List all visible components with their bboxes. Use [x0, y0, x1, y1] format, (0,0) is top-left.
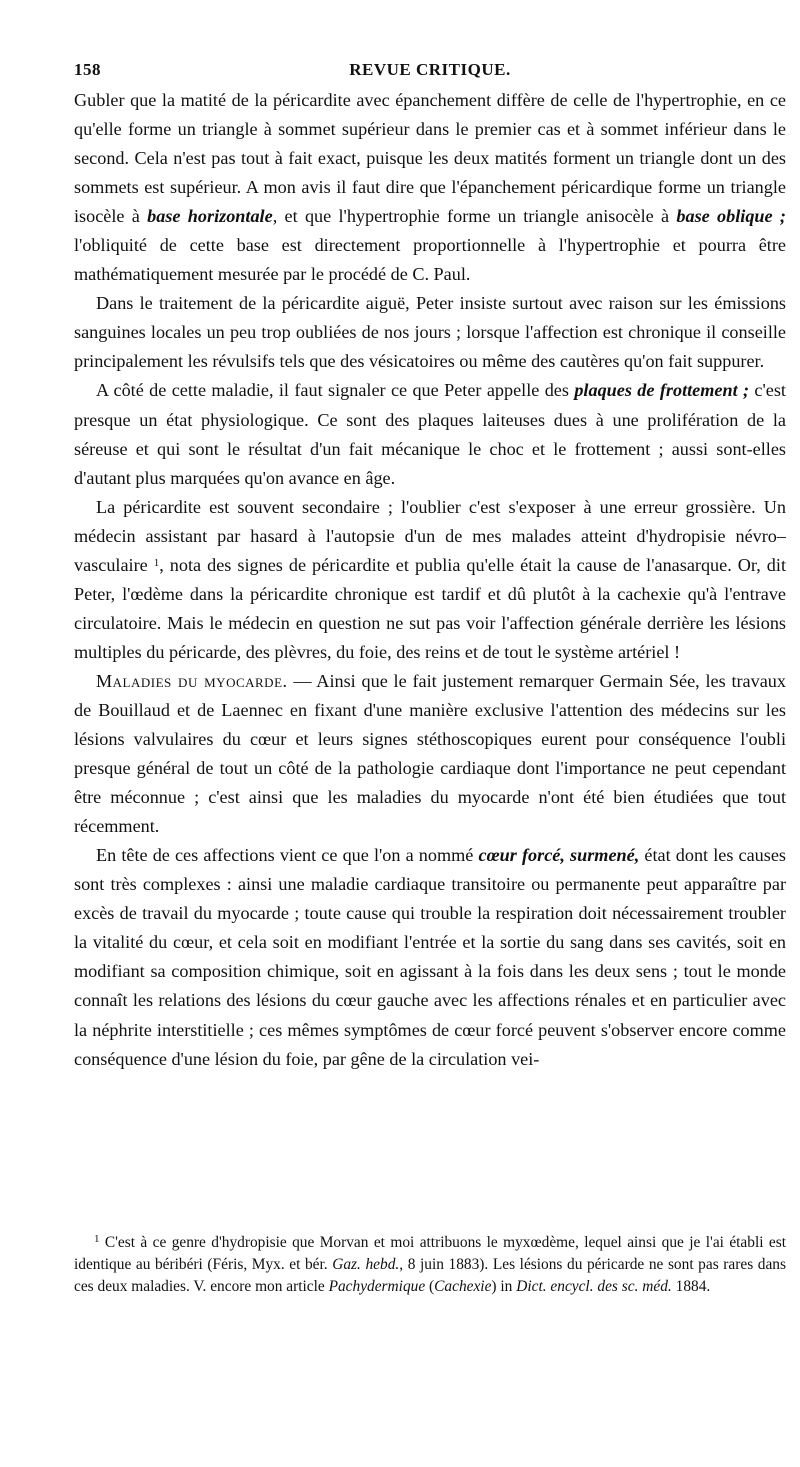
section-heading: Maladies du myocarde. — [96, 670, 288, 691]
text-run: , 8 juin 1883). Les lésions du péricarde ne sont pas rares dans ces deux maladies. V. encore mon article — [74, 1256, 786, 1295]
text-run: c'est presque un état physiologique. Ce sont des plaques laiteuses dues à une prolifération de la séreuse et qui sont le résultat d'un fait mécanique le choc et le frottement ; aussi sont-elles d'autant plus marquées qu'on avance en âge. — [74, 380, 786, 488]
emphasis: base oblique ; — [676, 206, 786, 227]
text-run: ( — [425, 1278, 435, 1295]
paragraph-6 — [74, 841, 786, 1073]
footnote-1 — [74, 1232, 786, 1298]
text-run: 1884. — [671, 1278, 711, 1295]
footnotes — [74, 1232, 786, 1298]
text-run: A côté de cette maladie, il faut signaler ce que Peter appelle des — [96, 380, 575, 401]
paragraph-1 — [74, 86, 786, 289]
text-run: état dont les causes sont très complexes : ainsi une maladie cardiaque transitoire ou permanente peut apparaître par excès de travail du myocarde ; toute cause qui trouble la respiration doit nécessairement troubler la vitalité du cœur, et cela soit en modifiant l'entrée et la sortie du sang dans ses cavités, soit en modifiant sa composition chimique, soit en agissant à la fois dans les deux sens ; tout le monde connaît les relations des lésions du cœur gauche avec les affections rénales et en particulier avec la néphrite interstitielle ; ces mêmes symptômes de cœur forcé peuvent s'observer encore comme conséquence d'une lésion du foie, par gêne de la circulation vei- — [74, 845, 787, 1069]
citation-italic: Pachydermique — [328, 1278, 426, 1295]
text-run: , nota des signes de péricardite et publia qu'elle était la cause de l'anasarque. Or, dit Peter, l'œdème dans la péricardite chronique est tardif et dû plutôt à la cachexie qu'à l'entrave circulatoire. Mais le médecin en question ne sut pas voir l'affection générale derrière les lésions multiples du péricarde, des plèvres, du foie, des reins et de tout le système artériel ! — [74, 554, 786, 662]
footnote-marker: 1 — [94, 1233, 100, 1245]
text-run: l'obliquité de cette base est directement proportionnelle à l'hypertrophie et pourra être mathématiquement mesurée par le procédé de C. Paul. — [74, 235, 786, 285]
paragraph-3 — [74, 376, 786, 492]
citation-italic: Dict. encycl. des sc. méd. — [516, 1278, 672, 1295]
text-run: C'est à ce genre d'hydropisie que Morvan et moi attribuons le myxœdème, lequel ainsi que je l'ai établi est identique au béribéri (Féris, Myx. et bér. — [74, 1234, 786, 1273]
paragraph-2: Dans le traitement de la péricardite aiguë, Peter insiste surtout avec raison sur les émissions sanguines locales un peu trop oubliées de nos jours ; lorsque l'affection est chronique il conseille principalement les révulsifs tels que des vésicatoires ou même des cautères qu'on fait suppurer. — [74, 293, 786, 372]
emphasis: cœur forcé, surmené, — [478, 845, 640, 866]
page — [74, 52, 786, 1074]
page-header — [74, 52, 786, 86]
citation-italic: Cachexie — [434, 1278, 492, 1295]
text-run: ) in — [491, 1278, 517, 1295]
text-run: , et que l'hypertrophie forme un triangle anisocèle à — [272, 206, 677, 227]
text-run: Gubler que la matité de la péricardite avec épanchement diffère de celle de l'hypertrophie, en ce qu'elle forme un triangle à sommet supérieur dans le premier cas et à sommet inférieur dans le second. Cela n'est pas tout à fait exact, puisque les deux matités forment un triangle dont un des sommets est supérieur. A mon avis il faut dire que l'épanchement péricardique forme un triangle isocèle à — [74, 90, 786, 227]
emphasis: plaques de frottement ; — [574, 380, 750, 401]
text-run: La péricardite est souvent secondaire ; l'oublier c'est s'exposer à une erreur grossière. Un médecin assistant par hasard à l'autopsie d'un de mes malades atteint d'hydropisie névro–vasculaire — [74, 496, 786, 575]
body-text — [74, 86, 786, 1074]
paragraph-4 — [74, 493, 786, 667]
citation-italic: Gaz. hebd. — [332, 1256, 400, 1273]
emphasis: base horizontale — [147, 206, 273, 227]
paragraph-5 — [74, 667, 786, 841]
text-run: — Ainsi que le fait justement remarquer Germain Sée, les travaux de Bouillaud et de Laennec en fixant d'une manière exclusive l'attention des médecins sur les lésions valvulaires du cœur et leurs signes stéthoscopiques eurent pour conséquence l'oubli presque général de tout un côté de la pathologie cardiaque dont l'importance ne peut cependant être méconnue ; c'est ainsi que les maladies du myocarde n'ont été bien étudiées que tout récemment. — [74, 670, 786, 837]
page-number: 158 — [74, 60, 101, 79]
text-run: En tête de ces affections vient ce que l'on a nommé — [96, 845, 479, 866]
footnote-ref[interactable]: 1 — [153, 556, 160, 569]
running-title: REVUE CRITIQUE. — [349, 60, 511, 79]
